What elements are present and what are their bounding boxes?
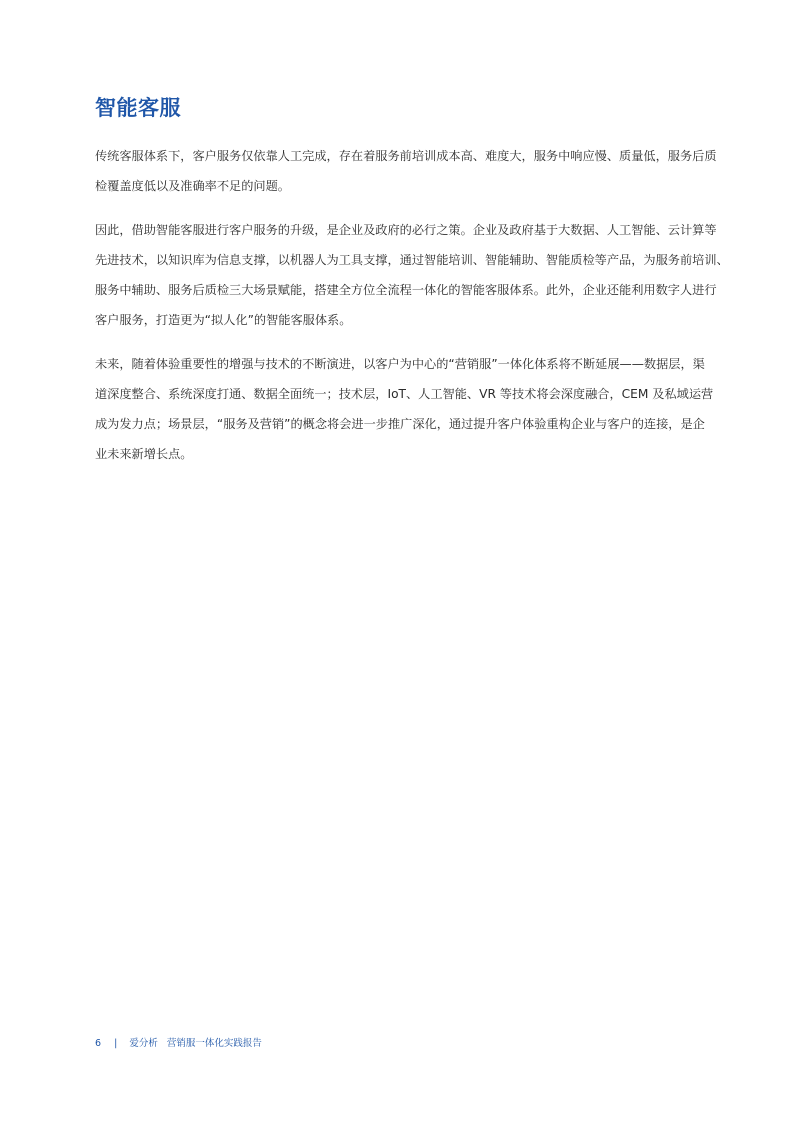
text-line: 业未来新增长点。 [95,447,193,461]
text-line: 先进技术，以知识库为信息支撑，以机器人为工具支撑，通过智能培训、智能辅助、智能质检等产品，为服务前培训、 [95,253,729,267]
page-footer [95,1037,262,1051]
text-line: 成为发力点；场景层，“服务及营销”的概念将会进一步推广深化，通过提升客户体验重构企业与客户的连接，是企 [95,417,705,431]
paragraph [95,141,715,201]
text-line: 道深度整合、系统深度打通、数据全面统一；技术层，IoT、人工智能、VR 等技术将会深度融合，CEM 及私域运营 [95,387,714,401]
text-line: 客户服务，打造更为“拟人化”的智能客服体系。 [95,313,352,327]
paragraph [95,215,729,335]
page-title: 智能客服 [95,96,181,120]
footer-separator: | [114,1038,118,1049]
paragraph [95,349,715,469]
text-line: 服务中辅助、服务后质检三大场景赋能，搭建全方位全流程一体化的智能客服体系。此外，企业还能利用数字人进行 [95,283,717,297]
footer-report-title: 营销服一体化实践报告 [166,1038,262,1049]
text-line: 因此，借助智能客服进行客户服务的升级，是企业及政府的必行之策。企业及政府基于大数据、人工智能、云计算等 [95,223,717,237]
page-number: 6 [95,1038,102,1049]
text-line: 检覆盖度低以及准确率不足的问题。 [95,179,290,193]
text-line: 传统客服体系下，客户服务仅依靠人工完成，存在着服务前培训成本高、难度大，服务中响应慢、质量低，服务后质 [95,149,717,163]
footer-brand: 爱分析 [129,1038,158,1049]
body-text [95,141,729,483]
text-line: 未来，随着体验重要性的增强与技术的不断演进，以客户为中心的“营销服”一体化体系将不断延展——数据层，渠 [95,357,705,371]
